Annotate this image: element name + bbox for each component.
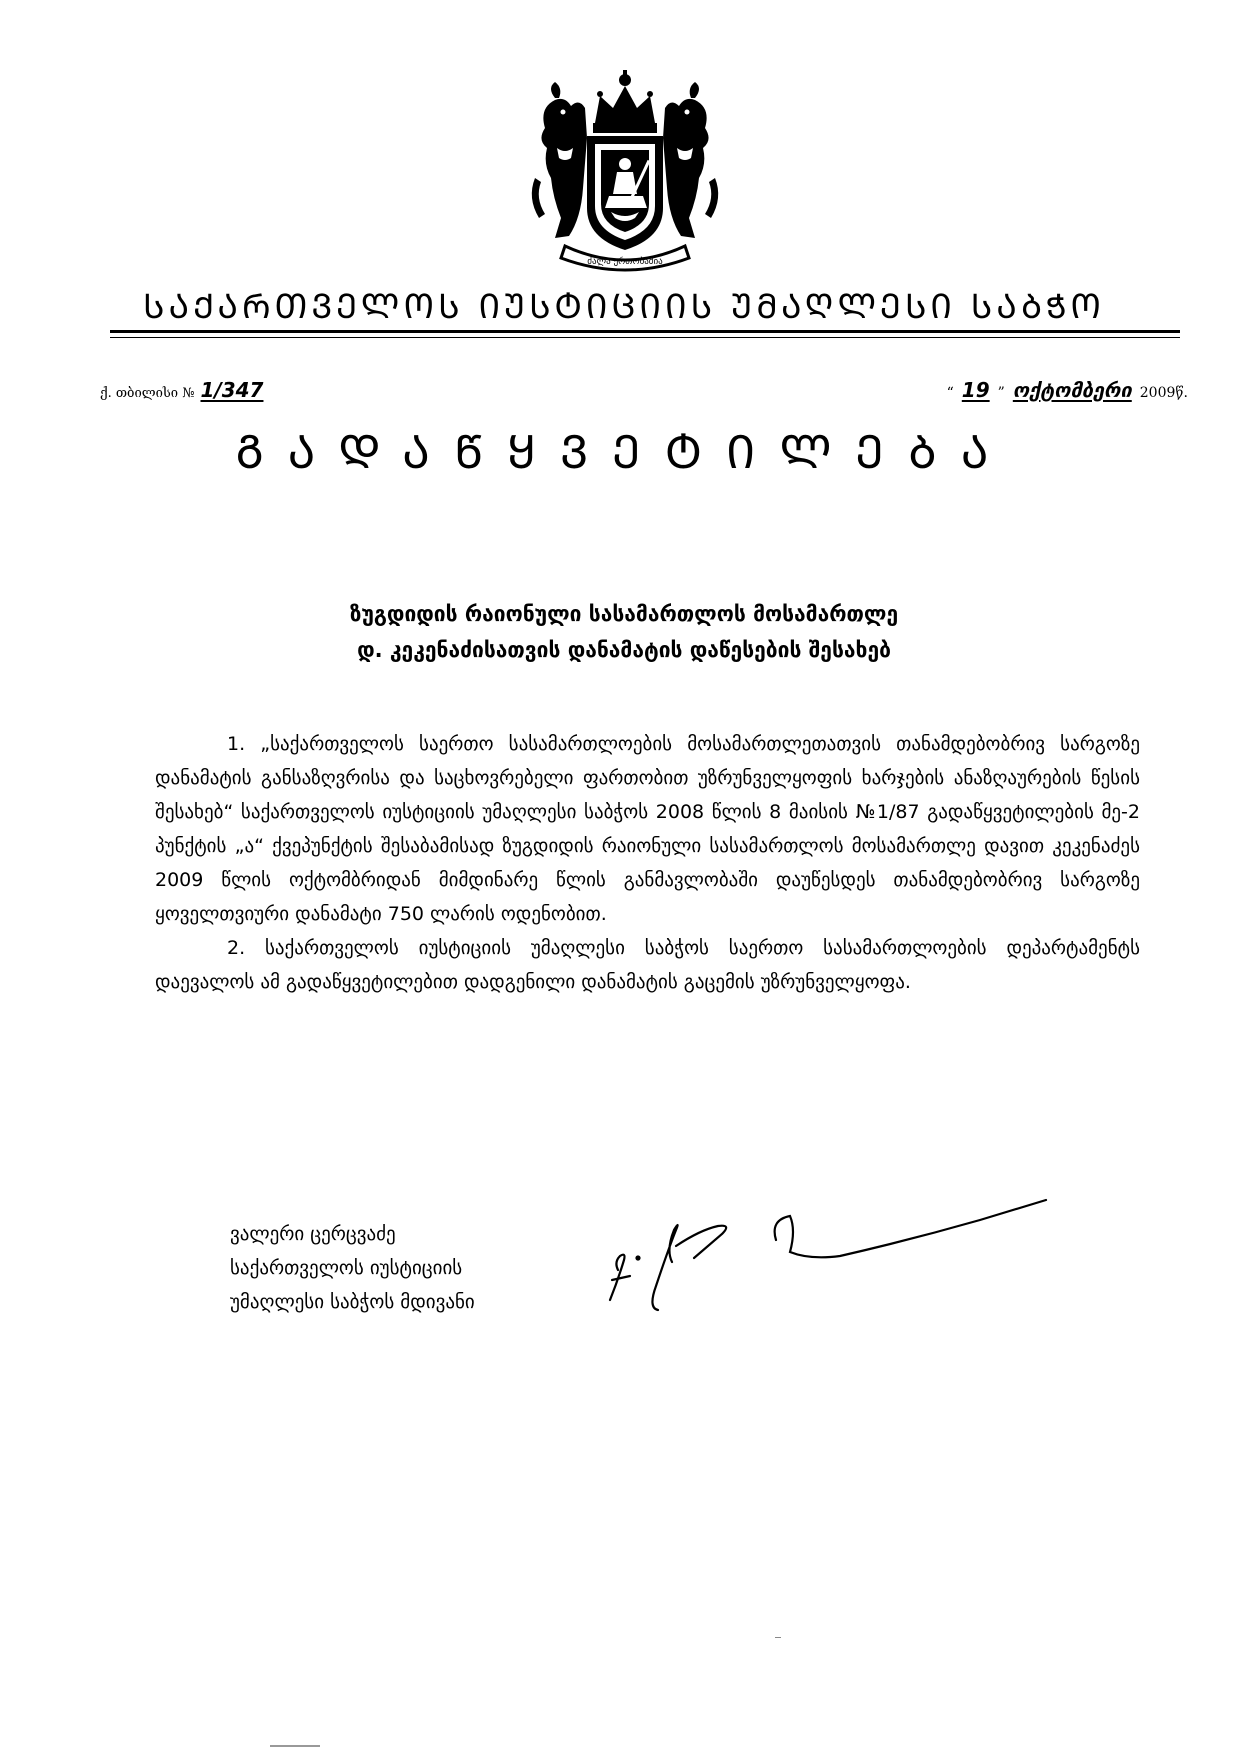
subject-line-2: დ. კეკენაძისათვის დანამატის დაწესების შესახებ [357, 638, 891, 662]
header-rule-thin [110, 337, 1180, 338]
document-date [947, 378, 1188, 402]
signatory-position-line-1: საქართველოს იუსტიციის [230, 1257, 463, 1279]
document-number [100, 378, 263, 402]
document-title: ᲒᲐᲓᲐᲬᲧᲕᲔᲢᲘᲚᲔᲑᲐ [235, 425, 1013, 479]
institution-name: ᲡᲐᲥᲐᲠᲗᲕᲔᲚᲝᲡ ᲘᲣᲡᲢᲘᲪᲘᲘᲡ ᲣᲛᲐᲦᲚᲔᲡᲘ ᲡᲐᲑᲭᲝ [143, 287, 1105, 327]
signatory-position-line-2: უმაღლესი საბჭოს მდივანი [230, 1291, 475, 1313]
emblem-motto: ძალა ერთობაშია [587, 257, 663, 267]
date-quote-open: “ [946, 385, 954, 401]
signatory-block [230, 1217, 475, 1319]
paragraph-1: 1. „საქართველოს საერთო სასამართლოების მოსამართლეთათვის თანამდებობრივ სარგოზე დანამატის განსაზღვრისა და საცხოვრებელი ფართობით უზრუნველყოფის ხარჯების ანაზღაურების წესის შესახებ“ საქართველოს იუსტიციის უმაღლესი საბჭოს 2008 წლის 8 მაისის №1/87 გადაწყვეტილების მე-2 პუნქტის „ა“ ქვეპუნქტის შესაბამისად ზუგდიდის რაიონული სასამართლოს მოსამართლე დავით კეკენაძეს 2009 წლის ოქტომბრიდან მიმდინარე წლის განმავლობაში დაუწესდეს თანამდებობრივ სარგოზე ყოველთვიური დანამატი 750 ლარის ოდენობით. [155, 733, 1140, 925]
number-label: ქ. თბილისი № [100, 386, 195, 401]
date-month: ოქტომბერი [1012, 378, 1132, 402]
header-rule-thick [110, 330, 1180, 333]
scan-bottom-mark [270, 1745, 320, 1747]
scan-speck [775, 1637, 781, 1638]
subject-line-1: ზუგდიდის რაიონული სასამართლოს მოსამართლე [349, 602, 899, 626]
number-value: 1/347 [200, 378, 264, 402]
georgia-coat-of-arms-icon [525, 68, 725, 278]
paragraph-2: 2. საქართველოს იუსტიციის უმაღლესი საბჭოს საერთო სასამართლოების დეპარტამენტს დაევალოს ამ გადაწყვეტილებით დადგენილი დანამატის გაცემის უზრუნველყოფა. [155, 937, 1140, 993]
document-subject [0, 596, 1248, 668]
handwritten-signature-icon [590, 1190, 1190, 1320]
document-body [155, 727, 1140, 999]
signatory-name: ვალერი ცერცვაძე [230, 1223, 396, 1245]
date-day: 19 [961, 378, 990, 402]
date-year: 2009წ. [1139, 385, 1188, 401]
date-quote-close: ” [997, 385, 1005, 401]
